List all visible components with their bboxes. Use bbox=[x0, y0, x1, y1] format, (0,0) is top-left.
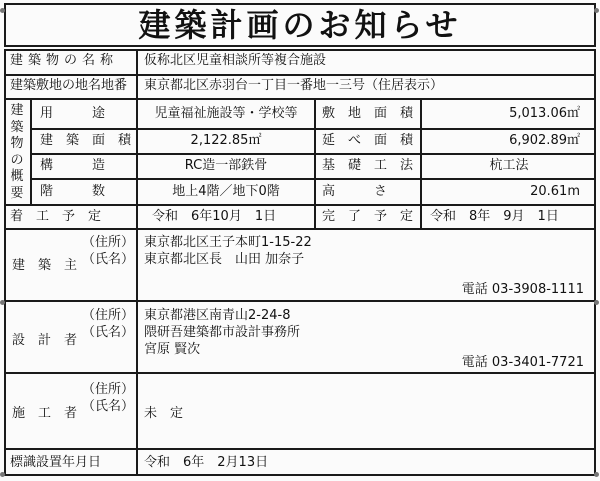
foundation-label: 基 礎 工 法 bbox=[322, 158, 414, 173]
designer-label: 設 計 者 bbox=[12, 333, 78, 348]
designer-name: 隈研吾建築都市設計事務所 bbox=[144, 325, 301, 340]
end-label: 完 了 予 定 bbox=[322, 209, 414, 224]
height-value: 20.61m bbox=[530, 184, 580, 199]
overview-group-label: 建 築 物 の 概 要 bbox=[10, 103, 24, 201]
building-name-value: 仮称北区児童相談所等複合施設 bbox=[144, 53, 327, 68]
owner-label: 建 築 主 bbox=[12, 258, 78, 273]
contractor-address-tag: （住所） bbox=[82, 382, 135, 397]
site-address-value: 東京都北区赤羽台一丁目一番地一三号（住居表示） bbox=[144, 78, 444, 93]
site-area-label: 敷 地 面 積 bbox=[322, 106, 414, 121]
building-area-label: 建 築 面 積 bbox=[40, 133, 132, 148]
foundation-value: 杭工法 bbox=[489, 158, 529, 173]
building-name-label: 建築物の名称 bbox=[10, 53, 119, 68]
contractor-value: 未 定 bbox=[144, 406, 184, 421]
floors-value: 地上4階／地下0階 bbox=[172, 184, 280, 199]
posted-date-value: 令和 6年 2月13日 bbox=[144, 455, 269, 470]
owner-name-tag: （氏名） bbox=[82, 252, 135, 267]
posted-date-label: 標識設置年月日 bbox=[10, 455, 102, 470]
owner-address: 東京都北区王子本町1-15-22 bbox=[144, 235, 312, 250]
site-address-label: 建築敷地の地名地番 bbox=[10, 78, 128, 93]
owner-phone: 電話 03-3908-1111 bbox=[461, 282, 584, 297]
end-value: 令和 8年 9月 1日 bbox=[430, 209, 559, 224]
owner-name: 東京都北区長 山田 加奈子 bbox=[144, 252, 305, 267]
total-floor-area-label: 延 べ 面 積 bbox=[322, 133, 414, 148]
screw-mid-right bbox=[594, 300, 599, 305]
screw-bottom-right bbox=[594, 472, 599, 477]
start-label: 着 工 予 定 bbox=[10, 209, 102, 224]
designer-address-tag: （住所） bbox=[82, 308, 135, 323]
structure-value: RC造一部鉄骨 bbox=[184, 158, 268, 173]
screw-top-right bbox=[594, 8, 599, 13]
designer-address: 東京都港区南青山2-24-8 bbox=[144, 308, 291, 323]
use-label: 用 途 bbox=[40, 106, 106, 121]
sign-title: 建築計画のお知らせ bbox=[138, 6, 462, 44]
screw-bottom-left bbox=[0, 472, 5, 477]
total-floor-area-value: 6,902.89㎡ bbox=[509, 133, 580, 148]
site-area-value: 5,013.06㎡ bbox=[509, 106, 580, 121]
structure-label: 構 造 bbox=[40, 158, 106, 173]
screw-top-left bbox=[0, 8, 5, 13]
contractor-name-tag: （氏名） bbox=[82, 399, 135, 414]
designer-phone: 電話 03-3401-7721 bbox=[461, 355, 584, 370]
owner-address-tag: （住所） bbox=[82, 235, 135, 250]
contractor-label: 施 工 者 bbox=[12, 406, 78, 421]
designer-name-tag: （氏名） bbox=[82, 325, 135, 340]
screw-mid-left bbox=[0, 300, 5, 305]
height-label: 高 さ bbox=[322, 184, 388, 199]
start-value: 令和 6年10月 1日 bbox=[152, 209, 277, 224]
designer-person: 宮原 賢次 bbox=[144, 342, 201, 357]
building-area-value: 2,122.85㎡ bbox=[190, 133, 262, 148]
use-value: 児童福祉施設等・学校等 bbox=[154, 106, 298, 121]
floors-label: 階 数 bbox=[40, 184, 106, 199]
